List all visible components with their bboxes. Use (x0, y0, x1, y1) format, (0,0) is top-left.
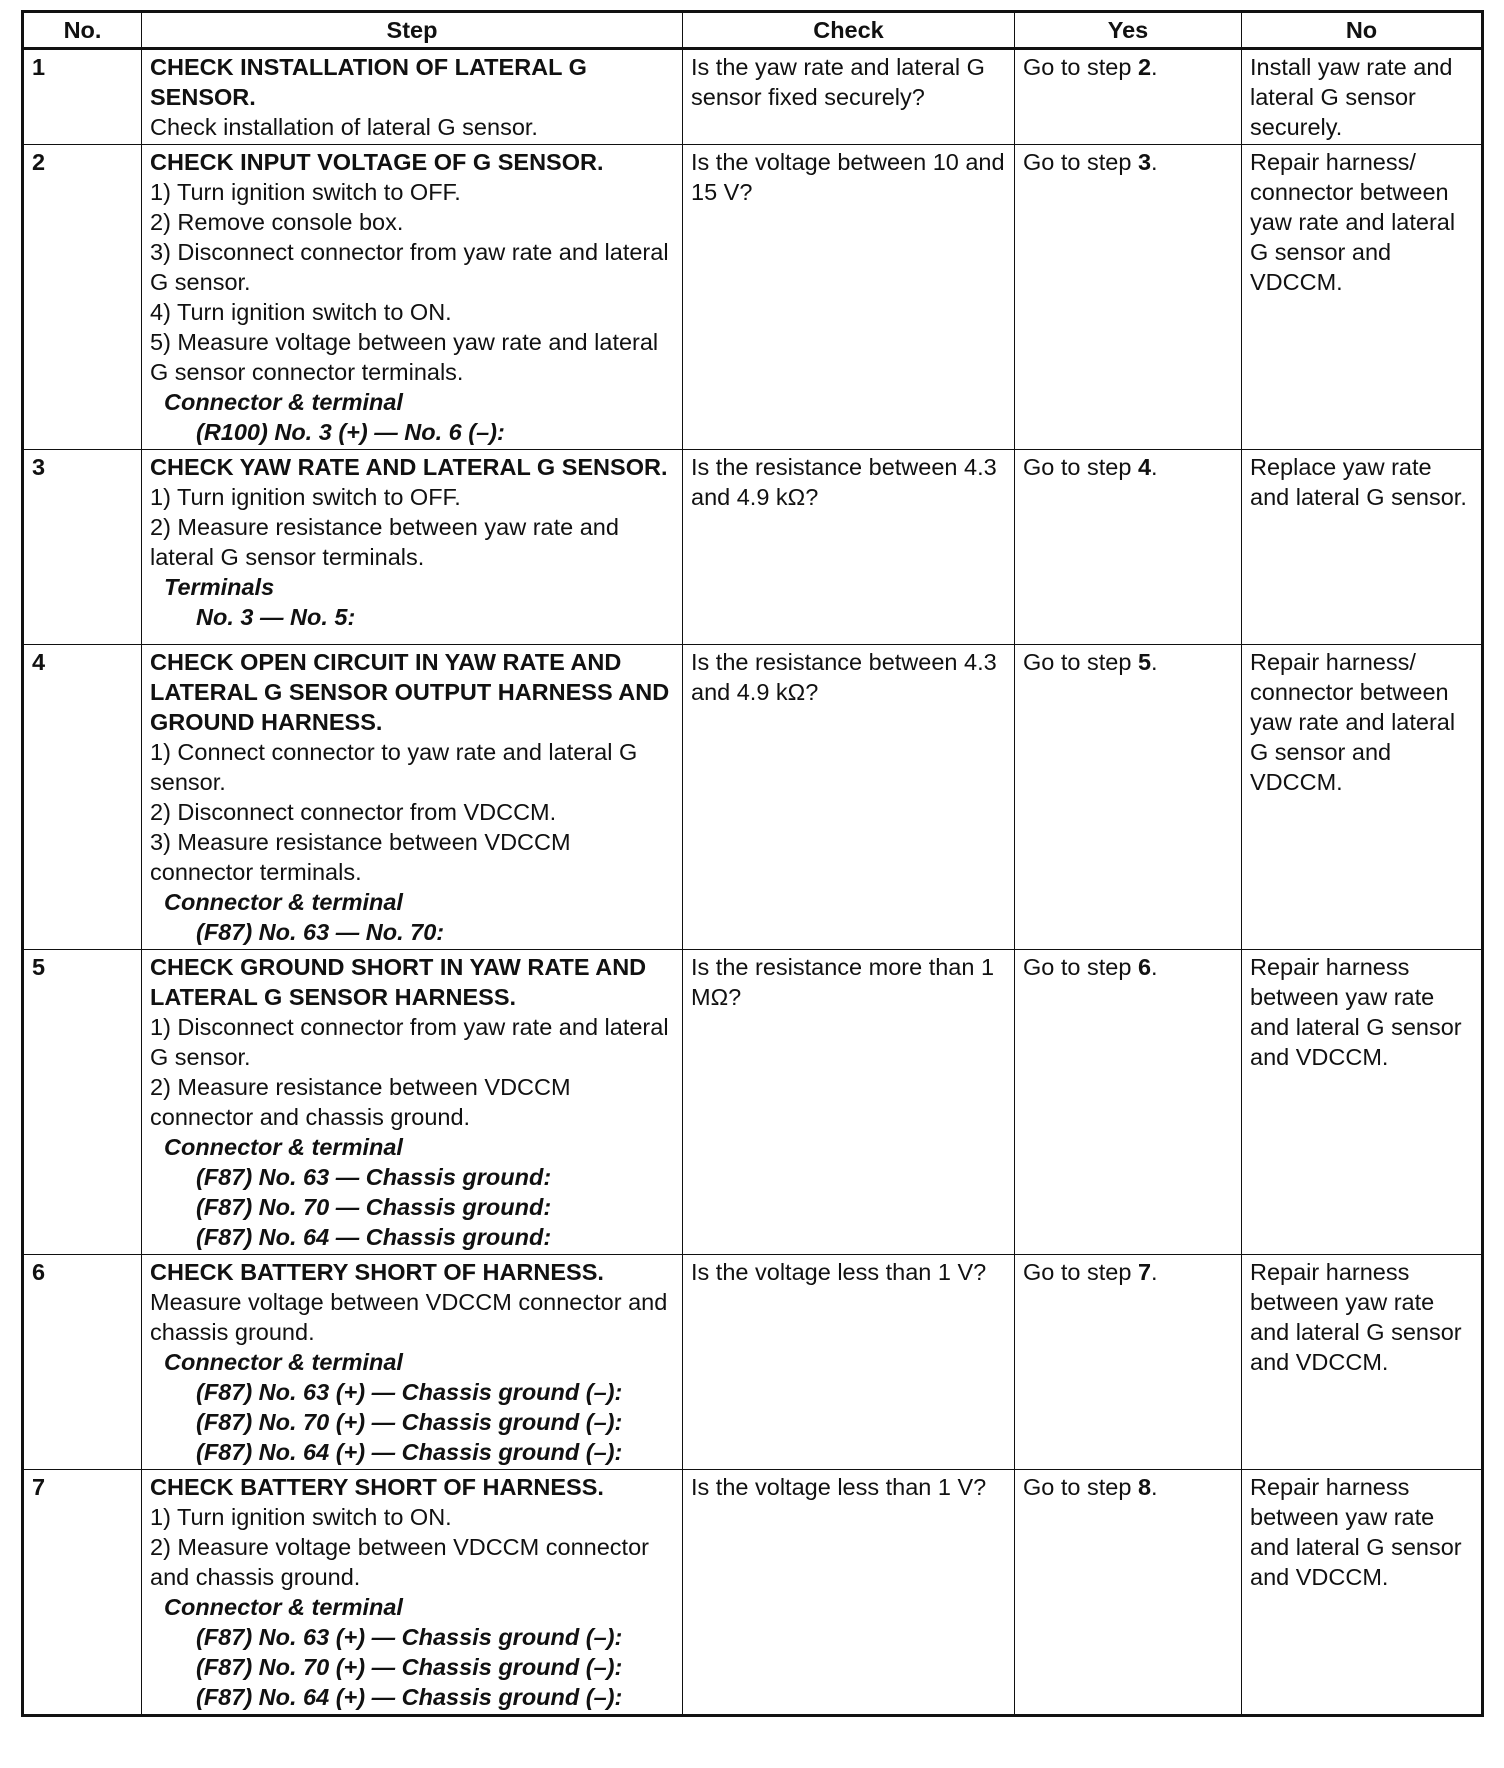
step-number: 6 (23, 1255, 142, 1470)
step-cell (142, 450, 683, 645)
no-cell (1242, 450, 1483, 645)
connector-label: Terminals (164, 574, 275, 600)
step-instruction: 2) Remove console box. (150, 209, 404, 235)
yes-text: Go to step (1023, 1259, 1138, 1285)
terminal-spec: (F87) No. 63 — Chassis ground: (196, 1164, 552, 1190)
yes-action: Go to step 5. (1023, 649, 1158, 675)
yes-step-number: 3 (1137, 149, 1152, 175)
step-number: 1 (23, 49, 142, 145)
no-action: Repair harness between yaw rate and lateral G sensor and VDCCM. (1250, 1259, 1462, 1375)
terminal-spec: No. 3 — No. 5: (196, 604, 356, 630)
no-cell (1242, 1470, 1483, 1716)
step-instruction: 1) Disconnect connector from yaw rate and lateral G sensor. (150, 1014, 669, 1070)
terminal-spec: (F87) No. 70 (+) — Chassis ground (–): (196, 1409, 623, 1435)
step-title: CHECK INSTALLATION OF LATERAL G SENSOR. (150, 54, 587, 110)
step-title: CHECK INPUT VOLTAGE OF G SENSOR. (150, 149, 604, 175)
step-cell (142, 1470, 683, 1716)
no-action: Repair harness between yaw rate and lateral G sensor and VDCCM. (1250, 1474, 1462, 1590)
step-number: 3 (23, 450, 142, 645)
step-cell (142, 145, 683, 450)
step-number: 5 (23, 950, 142, 1255)
no-action: Install yaw rate and lateral G sensor securely. (1250, 54, 1453, 140)
check-cell (683, 1470, 1015, 1716)
table-row (23, 450, 1483, 645)
yes-text: Go to step (1023, 954, 1138, 980)
check-question: Is the resistance between 4.3 and 4.9 kΩ? (691, 649, 997, 705)
check-question: Is the resistance more than 1 MΩ? (691, 954, 995, 1010)
yes-text: Go to step (1023, 1474, 1138, 1500)
header-step: Step (142, 12, 683, 49)
step-title: CHECK BATTERY SHORT OF HARNESS. (150, 1474, 604, 1500)
step-title: CHECK OPEN CIRCUIT IN YAW RATE AND LATERAL G SENSOR OUTPUT HARNESS AND GROUND HARNESS. (150, 649, 670, 735)
step-instruction: 1) Turn ignition switch to OFF. (150, 179, 461, 205)
step-instruction: Check installation of lateral G sensor. (150, 114, 538, 140)
yes-cell (1015, 1470, 1242, 1716)
no-action: Repair harness/ connector between yaw rate and lateral G sensor and VDCCM. (1250, 149, 1456, 295)
table-body (23, 49, 1483, 1716)
step-title: CHECK BATTERY SHORT OF HARNESS. (150, 1259, 604, 1285)
no-cell (1242, 1255, 1483, 1470)
header-no: No. (23, 12, 142, 49)
step-cell (142, 1255, 683, 1470)
step-title: CHECK YAW RATE AND LATERAL G SENSOR. (150, 454, 668, 480)
header-yes: Yes (1015, 12, 1242, 49)
check-question: Is the voltage less than 1 V? (691, 1259, 987, 1285)
diagnostic-table (21, 10, 1484, 1717)
check-cell (683, 1255, 1015, 1470)
yes-text: Go to step (1023, 149, 1138, 175)
yes-text: Go to step (1023, 649, 1138, 675)
yes-text: Go to step (1023, 454, 1138, 480)
yes-cell (1015, 49, 1242, 145)
terminal-spec: (F87) No. 64 (+) — Chassis ground (–): (196, 1439, 623, 1465)
table-row (23, 1470, 1483, 1716)
header-check: Check (683, 12, 1015, 49)
check-cell (683, 950, 1015, 1255)
terminal-spec: (F87) No. 70 (+) — Chassis ground (–): (196, 1654, 623, 1680)
no-cell (1242, 145, 1483, 450)
step-cell (142, 950, 683, 1255)
step-title: CHECK GROUND SHORT IN YAW RATE AND LATERAL G SENSOR HARNESS. (150, 954, 647, 1010)
no-cell (1242, 950, 1483, 1255)
step-cell (142, 49, 683, 145)
check-question: Is the voltage between 10 and 15 V? (691, 149, 1005, 205)
table-row (23, 950, 1483, 1255)
step-instruction: 2) Measure voltage between VDCCM connector and chassis ground. (150, 1534, 649, 1590)
terminal-spec: (R100) No. 3 (+) — No. 6 (–): (196, 419, 505, 445)
terminal-spec: (F87) No. 70 — Chassis ground: (196, 1194, 552, 1220)
yes-cell (1015, 645, 1242, 950)
terminal-spec: (F87) No. 63 — No. 70: (196, 919, 445, 945)
step-instruction: 4) Turn ignition switch to ON. (150, 299, 452, 325)
check-cell (683, 645, 1015, 950)
yes-step-number: 8 (1137, 1474, 1152, 1500)
step-instruction: 2) Measure resistance between VDCCM connector and chassis ground. (150, 1074, 571, 1130)
step-instruction: 3) Disconnect connector from yaw rate and lateral G sensor. (150, 239, 669, 295)
yes-action: Go to step 7. (1023, 1259, 1158, 1285)
connector-label: Connector & terminal (164, 389, 403, 415)
table-row (23, 645, 1483, 950)
table-row (23, 145, 1483, 450)
table-row (23, 49, 1483, 145)
terminal-spec: (F87) No. 64 — Chassis ground: (196, 1224, 552, 1250)
step-cell (142, 645, 683, 950)
check-cell (683, 145, 1015, 450)
no-action: Repair harness/ connector between yaw rate and lateral G sensor and VDCCM. (1250, 649, 1456, 795)
step-instruction: 3) Measure resistance between VDCCM connector terminals. (150, 829, 571, 885)
connector-label: Connector & terminal (164, 1594, 403, 1620)
yes-cell (1015, 145, 1242, 450)
connector-label: Connector & terminal (164, 889, 403, 915)
yes-action: Go to step 4. (1023, 454, 1158, 480)
check-cell (683, 450, 1015, 645)
terminal-spec: (F87) No. 63 (+) — Chassis ground (–): (196, 1624, 623, 1650)
no-action: Repair harness between yaw rate and lateral G sensor and VDCCM. (1250, 954, 1462, 1070)
step-instruction: 1) Turn ignition switch to ON. (150, 1504, 452, 1530)
step-instruction: 2) Disconnect connector from VDCCM. (150, 799, 557, 825)
diagnostic-table-frame (21, 10, 1481, 1717)
no-cell (1242, 645, 1483, 950)
yes-cell (1015, 1255, 1242, 1470)
yes-action: Go to step 8. (1023, 1474, 1158, 1500)
yes-step-number: 4 (1137, 454, 1152, 480)
yes-step-number: 2 (1137, 54, 1152, 80)
yes-text: Go to step (1023, 54, 1138, 80)
table-row (23, 1255, 1483, 1470)
yes-cell (1015, 450, 1242, 645)
step-instruction: 2) Measure resistance between yaw rate and lateral G sensor terminals. (150, 514, 619, 570)
terminal-spec: (F87) No. 64 (+) — Chassis ground (–): (196, 1684, 623, 1710)
yes-step-number: 5 (1137, 649, 1152, 675)
yes-step-number: 7 (1137, 1259, 1152, 1285)
yes-action: Go to step 6. (1023, 954, 1158, 980)
no-cell (1242, 49, 1483, 145)
connector-label: Connector & terminal (164, 1134, 403, 1160)
yes-action: Go to step 2. (1023, 54, 1158, 80)
connector-label: Connector & terminal (164, 1349, 403, 1375)
yes-cell (1015, 950, 1242, 1255)
terminal-spec: (F87) No. 63 (+) — Chassis ground (–): (196, 1379, 623, 1405)
step-instruction: 1) Connect connector to yaw rate and lateral G sensor. (150, 739, 638, 795)
step-instruction: Measure voltage between VDCCM connector and chassis ground. (150, 1289, 668, 1345)
yes-action: Go to step 3. (1023, 149, 1158, 175)
check-question: Is the resistance between 4.3 and 4.9 kΩ? (691, 454, 997, 510)
step-number: 7 (23, 1470, 142, 1716)
check-cell (683, 49, 1015, 145)
step-number: 2 (23, 145, 142, 450)
header-row (23, 12, 1483, 49)
check-question: Is the yaw rate and lateral G sensor fixed securely? (691, 54, 985, 110)
step-number: 4 (23, 645, 142, 950)
step-instruction: 1) Turn ignition switch to OFF. (150, 484, 461, 510)
no-action: Replace yaw rate and lateral G sensor. (1250, 454, 1467, 510)
check-question: Is the voltage less than 1 V? (691, 1474, 987, 1500)
step-instruction: 5) Measure voltage between yaw rate and lateral G sensor connector terminals. (150, 329, 659, 385)
yes-step-number: 6 (1137, 954, 1152, 980)
header-no-action: No (1242, 12, 1483, 49)
